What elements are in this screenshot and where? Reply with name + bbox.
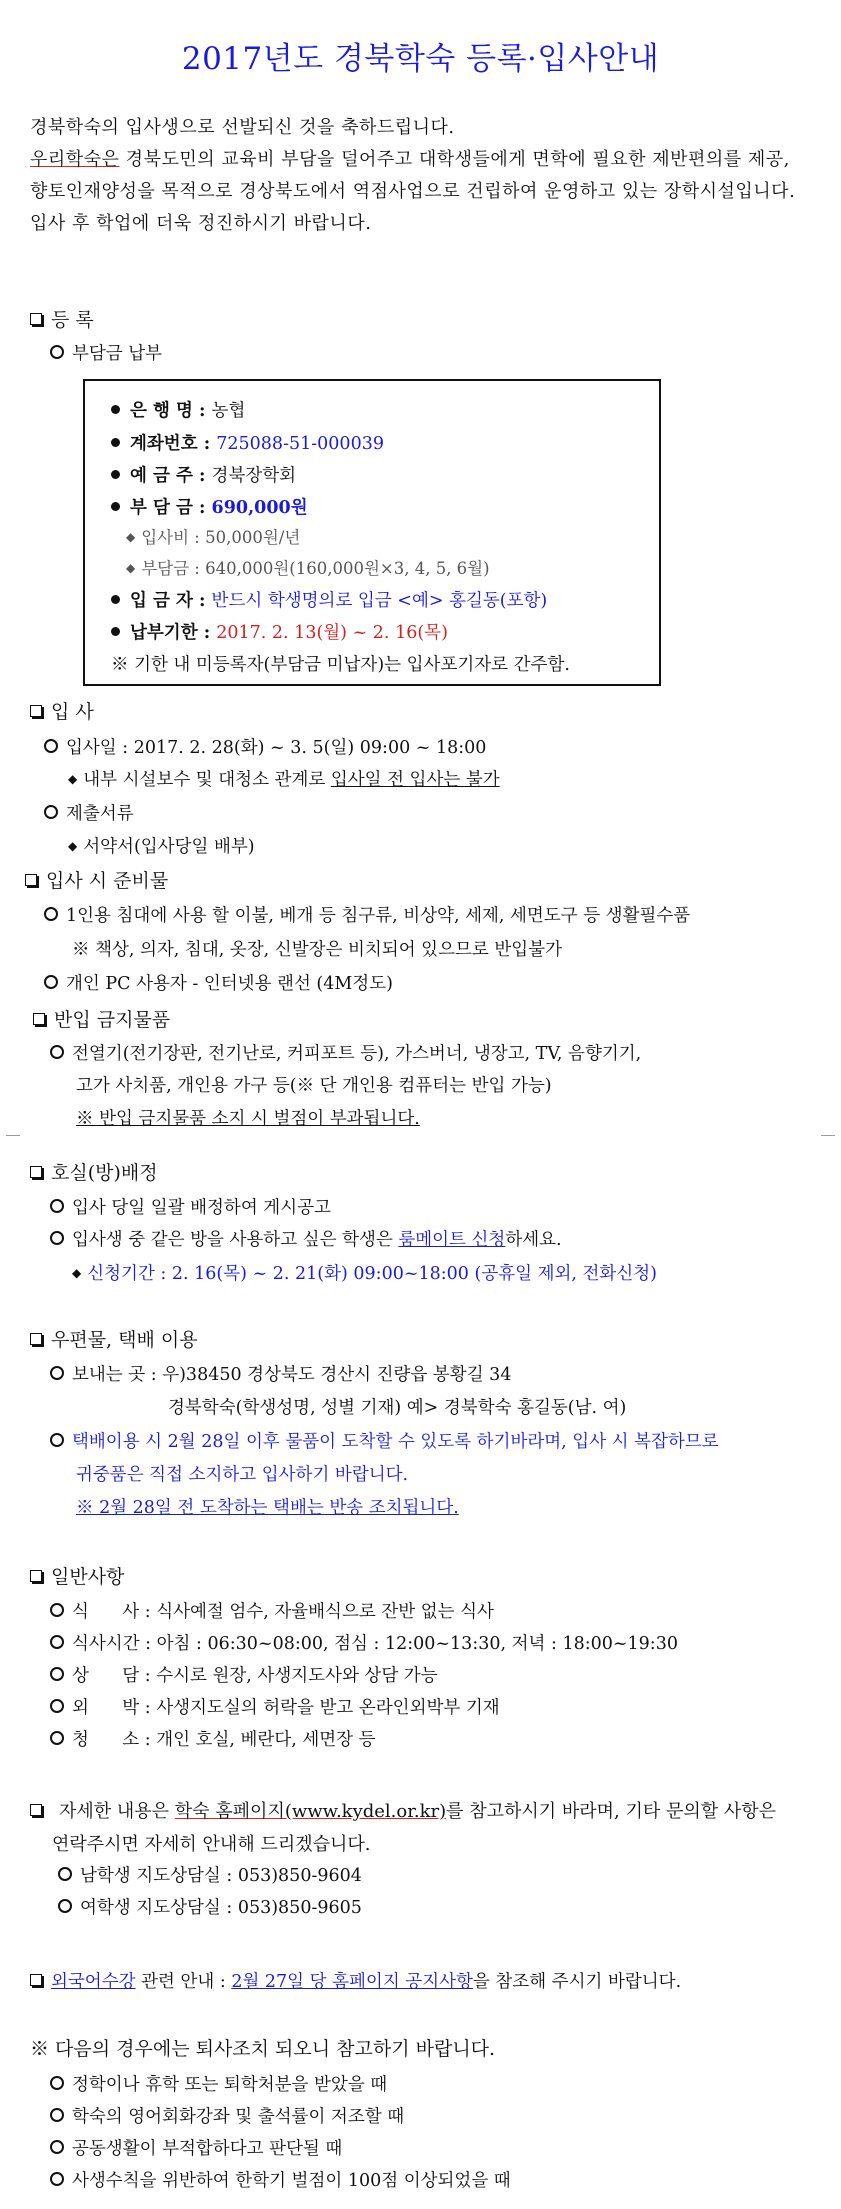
account-row — [111, 430, 384, 455]
mail-address-cont: 경북학숙(학생성명, 성별 기재) 예> 경북학숙 홍길동(남. 여) — [168, 1398, 627, 1418]
depositor-label: 입 금 자 : — [130, 591, 212, 611]
entry-fee-row — [126, 524, 300, 548]
general-item-text: 외 박 : 사생지도실의 허락을 받고 온라인외박부 기재 — [72, 1698, 500, 1718]
intro-line: 경북학숙의 입사생으로 선발되신 것을 축하드립니다. — [30, 117, 455, 138]
general-item-text: 청 소 : 개인 호실, 베란다, 세면장 등 — [72, 1730, 376, 1750]
page-corner-mark — [821, 1135, 835, 1150]
foreign-text: 관련 안내 : — [135, 1972, 232, 1992]
page-corner-mark — [6, 1135, 20, 1150]
circle-bullet-icon — [50, 2140, 64, 2154]
holder-label: 예 금 주 : — [130, 466, 212, 486]
move-in-note — [68, 766, 500, 791]
entry-fee-value: 50,000원/년 — [205, 528, 301, 547]
general-item-text: 식사시간 : 아침 : 06:30~08:00, 점심 : 12:00~13:30, 저녁 : 18:00~19:30 — [72, 1634, 678, 1654]
section-registration — [30, 305, 94, 332]
circle-bullet-icon — [50, 1731, 64, 1745]
general-item-text: 식 사 : 식사예절 엄수, 자율배식으로 잔반 없는 식사 — [72, 1602, 494, 1622]
checkbox-icon — [30, 1570, 42, 1582]
bank-label: 은 행 명 : — [130, 401, 212, 421]
apply-period — [72, 1260, 657, 1285]
share-fee-row — [126, 555, 490, 579]
share-fee-label: 부담금 : — [141, 559, 206, 578]
apply-period-text: 신청기간 : 2. 16(목) ~ 2. 21(화) 09:00~18:00 (공휴일 제외, 전화신청) — [87, 1264, 657, 1284]
intro-body — [30, 144, 800, 240]
parcel-info — [50, 1428, 719, 1453]
contact-info-cont: 연락주시면 자세히 안내해 드리겠습니다. — [52, 1834, 371, 1855]
account-label: 계좌번호 : — [130, 434, 217, 454]
diamond-bullet-icon: ◆ — [68, 839, 78, 853]
general-item — [50, 1598, 494, 1623]
prep-item-text: 1인용 침대에 사용 할 이불, 베개 등 침구류, 비상약, 세제, 세면도구 등 생활필수품 — [66, 906, 691, 926]
intro-prefix: 우리학숙은 — [30, 149, 120, 170]
foreign-language-info — [30, 1968, 681, 1993]
circle-bullet-icon — [44, 739, 58, 753]
contact-female — [58, 1894, 362, 1919]
diamond-bullet-icon: ◆ — [126, 530, 136, 544]
contact-text: 자세한 내용은 — [59, 1801, 175, 1822]
contact-male-text: 남학생 지도상담실 : 053)850-9604 — [80, 1866, 362, 1886]
roommate-link[interactable]: 룸메이트 신청 — [398, 1230, 506, 1250]
deadline-row — [111, 619, 448, 644]
checkbox-icon — [30, 1804, 42, 1816]
banned-items-cont: 고가 사치품, 개인용 가구 등(※ 단 개인용 컴퓨터는 반입 가능) — [76, 1076, 552, 1096]
intro-paragraph — [30, 112, 800, 240]
dot-bullet-icon — [111, 405, 120, 414]
deadline-value: 2017. 2. 13(월) ~ 2. 16(목) — [216, 623, 448, 643]
circle-bullet-icon — [50, 1045, 64, 1059]
room-item — [50, 1226, 562, 1251]
contact-text-suffix: 를 참고하시기 바라며, 기타 문의할 사항은 — [446, 1801, 777, 1822]
expulsion-item-text: 공동생활이 부적합하다고 판단될 때 — [72, 2139, 343, 2159]
move-in-note-text: 내부 시설보수 및 대청소 관계로 — [83, 770, 331, 790]
parcel-info-text: 택배이용 시 2월 28일 이후 물품이 도착할 수 있도록 하기바라며, 입사 시 복잡하므로 — [72, 1432, 719, 1452]
section-moving-in — [30, 697, 94, 724]
general-item — [50, 1694, 500, 1719]
section-banned — [33, 1005, 170, 1032]
circle-bullet-icon — [50, 1433, 64, 1447]
expulsion-item — [50, 2135, 342, 2160]
contact-info — [30, 1797, 776, 1823]
circle-bullet-icon — [50, 1603, 64, 1617]
circle-bullet-icon — [50, 345, 64, 359]
dot-bullet-icon — [111, 470, 120, 479]
general-item — [50, 1662, 438, 1687]
share-fee-value: 640,000원(160,000원×3, 4, 5, 6월) — [205, 559, 490, 578]
fee-row — [111, 494, 308, 519]
circle-bullet-icon — [50, 1199, 64, 1213]
expulsion-item — [50, 2071, 387, 2096]
bank-row — [111, 397, 245, 422]
circle-bullet-icon — [50, 1366, 64, 1380]
checkbox-icon — [30, 1166, 42, 1178]
diamond-bullet-icon: ◆ — [72, 1266, 82, 1280]
foreign-course-link[interactable]: 외국어수강 — [51, 1972, 136, 1992]
contact-female-text: 여학생 지도상담실 : 053)850-9605 — [80, 1898, 362, 1918]
circle-bullet-icon — [50, 1635, 64, 1649]
bank-value: 농협 — [211, 401, 246, 421]
notice-link[interactable]: 2월 27일 당 홈페이지 공지사항 — [231, 1972, 473, 1992]
section-preparation — [25, 866, 168, 893]
deadline-label: 납부기한 : — [130, 623, 217, 643]
dot-bullet-icon — [111, 502, 120, 511]
account-number: 725088-51-000039 — [216, 434, 384, 454]
section-mail — [30, 1325, 198, 1352]
registration-note: ※ 기한 내 미등록자(부담금 미납자)는 입사포기자로 간주함. — [111, 655, 570, 675]
room-item-text: 입사생 중 같은 방을 사용하고 싶은 학생은 — [72, 1230, 399, 1250]
mail-address — [50, 1361, 511, 1386]
depositor-value: 반드시 학생명의로 입금 <예> 홍길동(포항) — [211, 591, 548, 611]
checkbox-icon — [30, 313, 42, 325]
homepage-link[interactable]: 학숙 홈페이지(www.kydel.or.kr) — [174, 1801, 447, 1822]
circle-bullet-icon — [50, 1667, 64, 1681]
circle-bullet-icon — [44, 805, 58, 819]
holder-value: 경북장학회 — [211, 466, 297, 486]
fee-value: 690,000원 — [211, 498, 308, 518]
move-in-note-emphasis: 입사일 전 입사는 불가 — [330, 770, 500, 790]
checkbox-icon — [33, 1013, 45, 1025]
expulsion-item — [50, 2167, 511, 2192]
general-item — [50, 1630, 678, 1655]
entry-fee-label: 입사비 : — [141, 528, 206, 547]
diamond-bullet-icon: ◆ — [68, 772, 78, 786]
general-item-text: 상 담 : 수시로 원장, 사생지도사와 상담 가능 — [72, 1666, 438, 1686]
documents-label: 제출서류 — [66, 804, 134, 824]
mail-address-text: 보내는 곳 : 우)38450 경상북도 경산시 진량읍 봉황길 34 — [72, 1365, 512, 1385]
sub-heading: 부담금 납부 — [72, 344, 163, 364]
circle-bullet-icon — [44, 975, 58, 989]
foreign-text-suffix: 을 참조해 주시기 바랍니다. — [472, 1972, 682, 1992]
documents-heading — [44, 800, 134, 825]
contact-male — [58, 1862, 362, 1887]
circle-bullet-icon — [58, 1899, 72, 1913]
section-header: 우편물, 택배 이용 — [51, 1329, 198, 1351]
dot-bullet-icon — [111, 438, 120, 447]
fee-payment-heading — [50, 340, 162, 365]
page-title: 2017년도 경북학숙 등록·입사안내 — [181, 41, 660, 77]
circle-bullet-icon — [50, 1231, 64, 1245]
section-header: 일반사항 — [51, 1566, 125, 1588]
room-item-suffix: 하세요. — [505, 1230, 562, 1250]
expulsion-header: ※ 다음의 경우에는 퇴사조치 되오니 참고하기 바랍니다. — [30, 2038, 496, 2060]
holder-row — [111, 462, 296, 487]
parcel-note: ※ 2월 28일 전 도착하는 택배는 반송 조치됩니다. — [76, 1498, 459, 1518]
dot-bullet-icon — [111, 595, 120, 604]
checkbox-icon — [25, 874, 37, 886]
circle-bullet-icon — [50, 2108, 64, 2122]
banned-note: ※ 반입 금지물품 소지 시 벌점이 부과됩니다. — [76, 1109, 420, 1129]
section-header: 등 록 — [51, 309, 94, 331]
general-item — [50, 1726, 376, 1751]
circle-bullet-icon — [50, 1699, 64, 1713]
circle-bullet-icon — [50, 2076, 64, 2090]
checkbox-icon — [30, 1974, 42, 1986]
banned-items — [50, 1040, 641, 1065]
intro-body-text: 경북도민의 교육비 부담을 덜어주고 대학생들에게 면학에 필요한 제반편의를 제공, 향토인재양성을 목적으로 경상북도에서 역점사업으로 건립하여 운영하고 있는 장학시설입니다. 입사 후 학업에 더욱 정진하시기 바랍니다. — [30, 149, 796, 234]
parcel-info-cont: 귀중품은 직접 소지하고 입사하기 바랍니다. — [76, 1465, 409, 1485]
section-general — [30, 1562, 124, 1589]
circle-bullet-icon — [58, 1867, 72, 1881]
section-header: 호실(방)배정 — [51, 1162, 158, 1184]
expulsion-item-text: 사생수칙을 위반하여 한학기 벌점이 100점 이상되었을 때 — [72, 2171, 511, 2191]
prep-note: ※ 책상, 의자, 침대, 옷장, 신발장은 비치되어 있으므로 반입불가 — [72, 940, 562, 960]
prep-item — [44, 902, 690, 927]
prep-item — [44, 970, 393, 995]
depositor-row — [111, 587, 547, 612]
documents-item-text: 서약서(입사당일 배부) — [83, 837, 255, 857]
section-header: 입 사 — [51, 701, 94, 723]
prep-item-text: 개인 PC 사용자 - 인터넷용 랜선 (4M정도) — [66, 974, 393, 994]
banned-items-text: 전열기(전기장판, 전기난로, 커피포트 등), 가스버너, 냉장고, TV, 음향기기, — [72, 1044, 642, 1064]
dot-bullet-icon — [111, 627, 120, 636]
checkbox-icon — [30, 705, 42, 717]
expulsion-item-text: 정학이나 휴학 또는 퇴학처분을 받았을 때 — [72, 2075, 388, 2095]
documents-item — [68, 833, 255, 858]
room-item-text: 입사 당일 일괄 배정하여 게시공고 — [72, 1198, 331, 1218]
expulsion-item-text: 학숙의 영어회화강좌 및 출석률이 저조할 때 — [72, 2107, 405, 2127]
checkbox-icon — [30, 1333, 42, 1345]
move-in-date — [44, 734, 486, 759]
section-room — [30, 1158, 158, 1185]
room-item — [50, 1194, 331, 1219]
move-in-date-text: 입사일 : 2017. 2. 28(화) ~ 3. 5(일) 09:00 ~ 18:00 — [66, 738, 487, 758]
circle-bullet-icon — [44, 907, 58, 921]
diamond-bullet-icon: ◆ — [126, 561, 136, 575]
expulsion-item — [50, 2103, 404, 2128]
section-header: 반입 금지물품 — [54, 1009, 171, 1031]
fee-label: 부 담 금 : — [130, 498, 212, 518]
section-header: 입사 시 준비물 — [46, 870, 169, 892]
circle-bullet-icon — [50, 2172, 64, 2186]
